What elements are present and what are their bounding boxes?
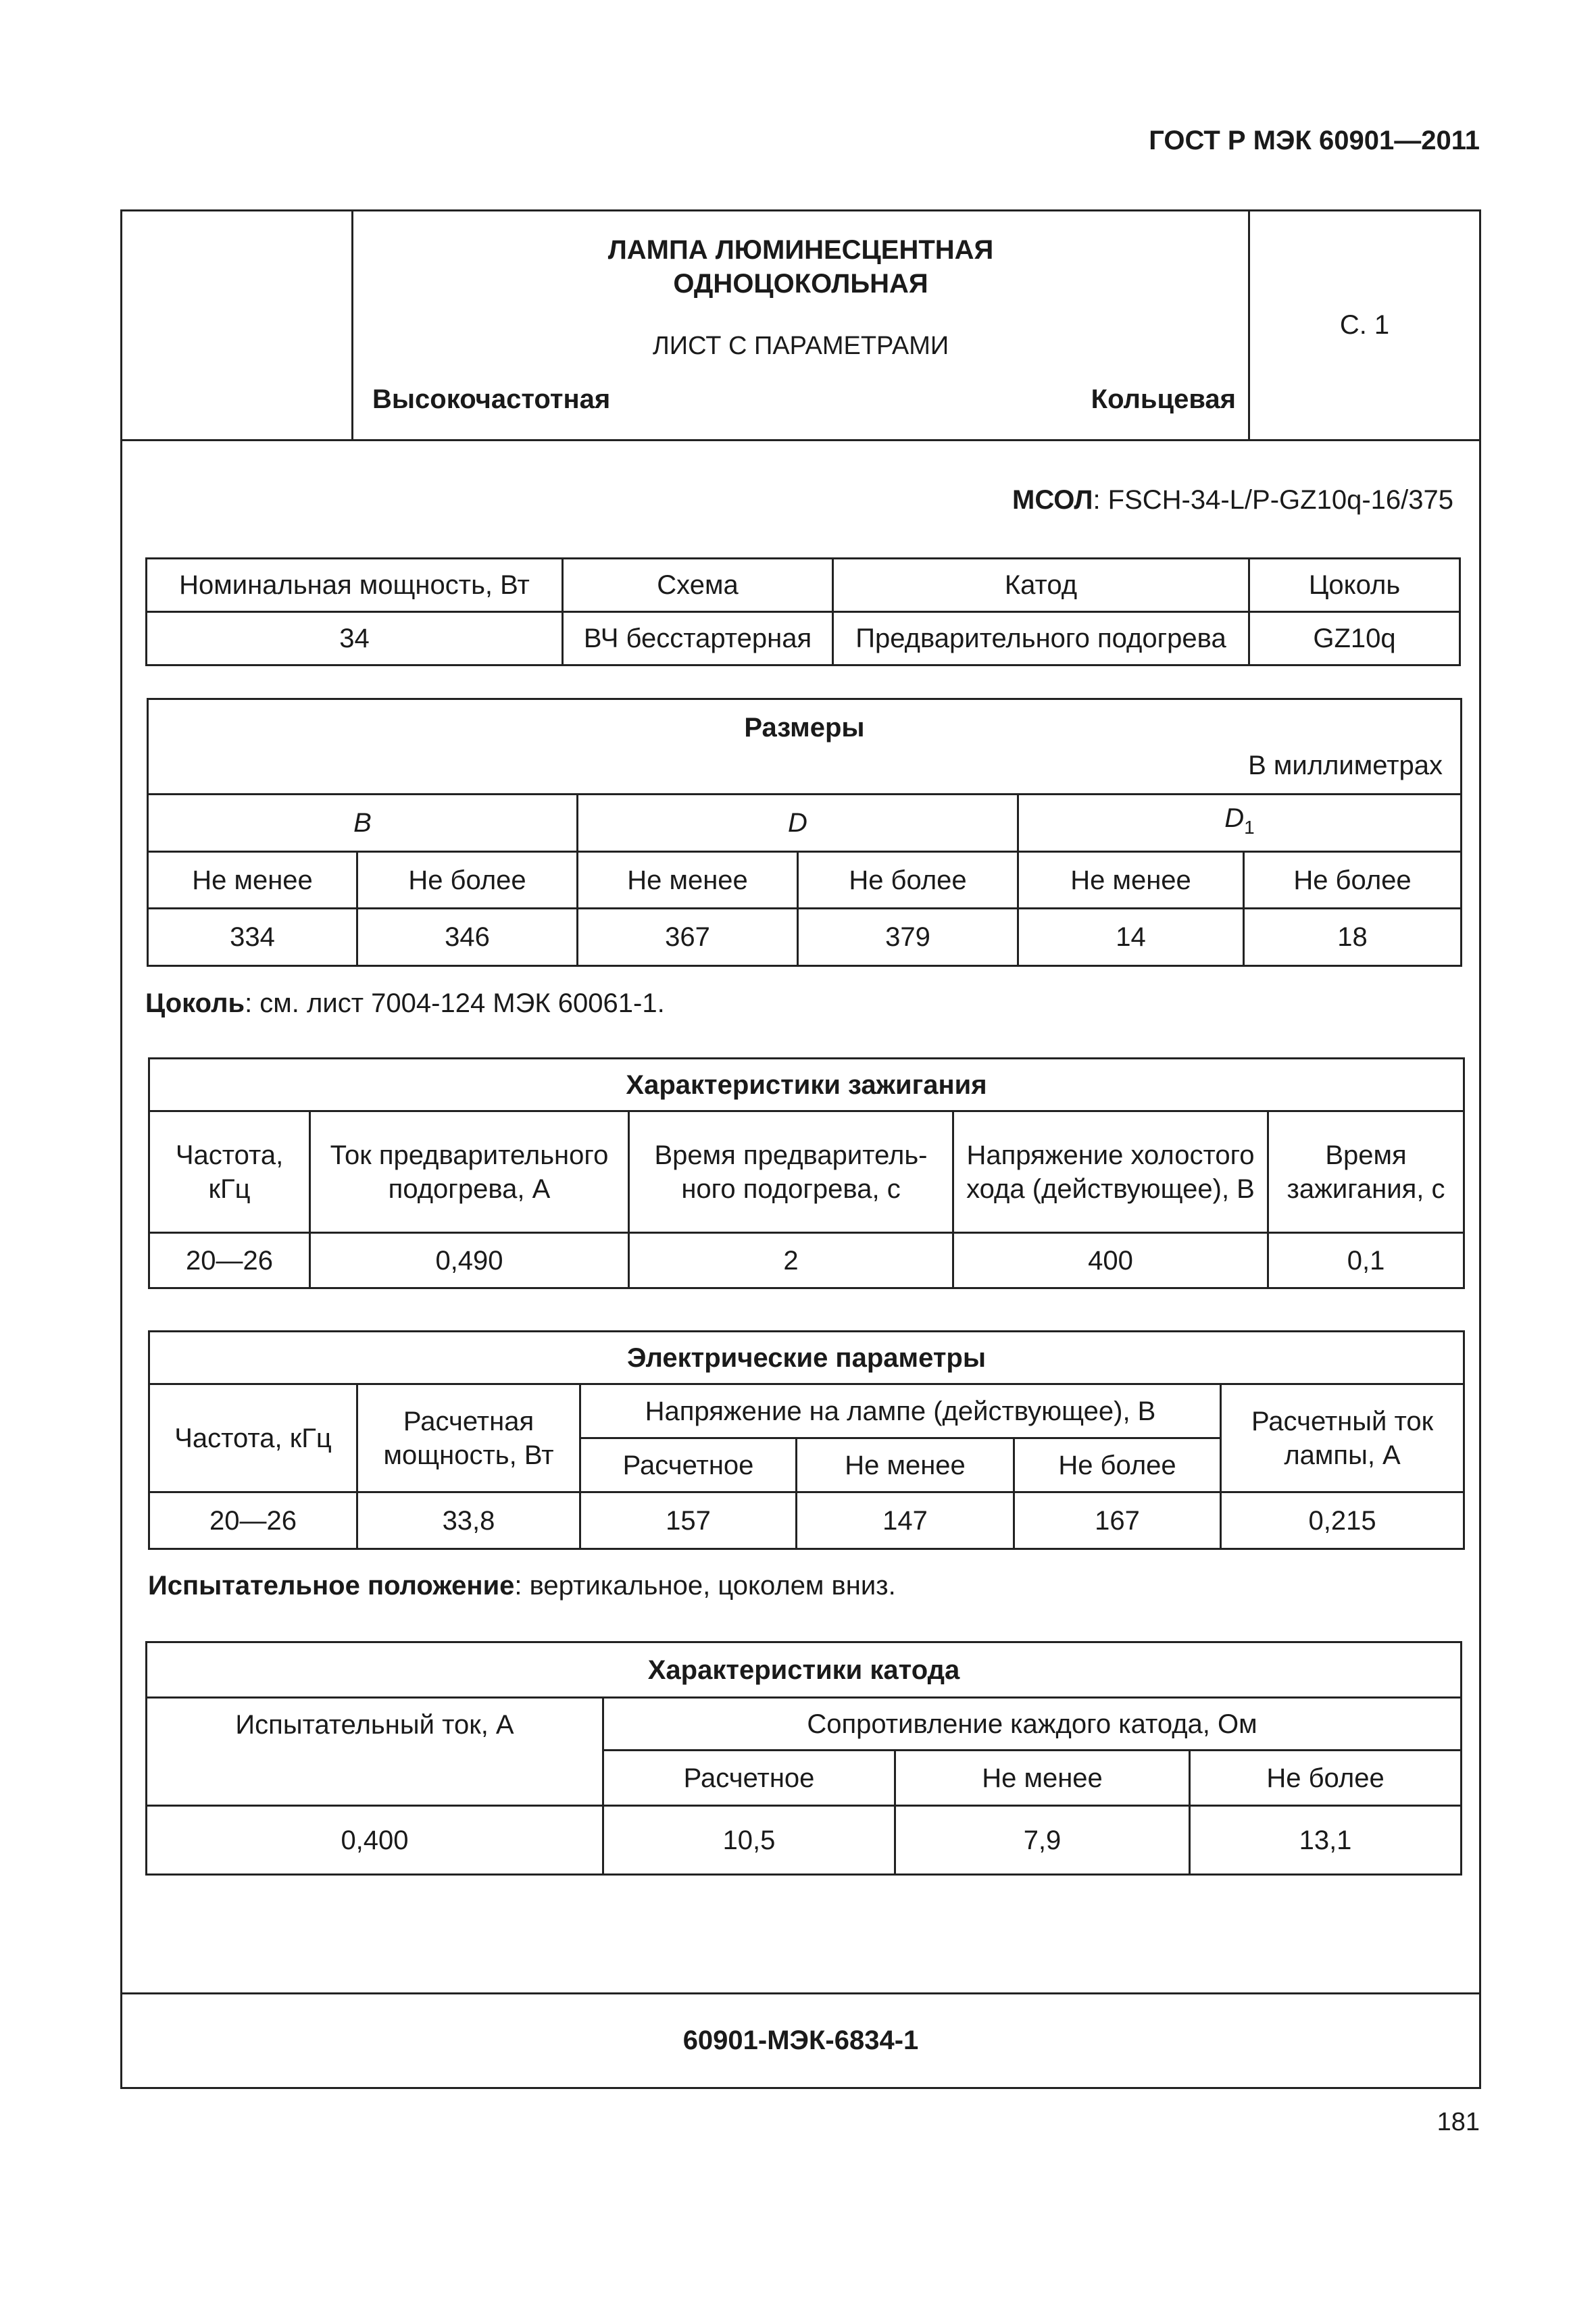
cath-header-resistance: Сопротивление каждого катода, Ом — [603, 1698, 1462, 1751]
header-cap: Цоколь — [1249, 559, 1460, 612]
general-table — [145, 557, 1461, 666]
electrical-title: Электрические параметры — [149, 1332, 1464, 1384]
cathode-title: Характеристики катода — [147, 1642, 1462, 1698]
lamp-type-shape: Кольцевая — [1091, 384, 1236, 414]
el-current: 0,215 — [1221, 1492, 1464, 1549]
header-circuit: Схема — [563, 559, 833, 612]
dim-d1-max: 18 — [1244, 909, 1462, 966]
value-power: 34 — [147, 612, 563, 665]
cath-header-test-current: Испытательный ток, А — [147, 1698, 603, 1806]
ign-ocv: 400 — [953, 1233, 1268, 1288]
dim-d1-min: 14 — [1018, 909, 1244, 966]
value-cap: GZ10q — [1249, 612, 1460, 665]
cath-res-max-label: Не более — [1190, 1751, 1462, 1806]
el-voltage-min-label: Не менее — [797, 1438, 1014, 1492]
cap-note: Цоколь: см. лист 7004-124 МЭК 60061-1. — [145, 988, 665, 1018]
el-voltage-max-label: Не более — [1014, 1438, 1221, 1492]
cathode-table — [145, 1641, 1462, 1876]
ign-preheat-time: 2 — [629, 1233, 953, 1288]
dim-group-b: B — [148, 795, 578, 852]
dim-d-max: 379 — [798, 909, 1018, 966]
header-power: Номинальная мощность, Вт — [147, 559, 563, 612]
dimensions-title: Размеры — [744, 713, 865, 743]
sheet-subtitle: ЛИСТ С ПАРАМЕТРАМИ — [652, 332, 949, 360]
electrical-table — [148, 1330, 1465, 1550]
ignition-table — [148, 1057, 1465, 1289]
header-left-cell — [122, 211, 353, 439]
dim-d1-max-label: Не более — [1244, 851, 1462, 909]
page-number: 181 — [1437, 2108, 1480, 2136]
el-power: 33,8 — [357, 1492, 580, 1549]
dim-group-d: D — [578, 795, 1018, 852]
lamp-type-frequency: Высокочастотная — [372, 384, 611, 414]
ign-header-ign-time: Время зажигания, с — [1268, 1111, 1464, 1233]
ign-freq: 20—26 — [149, 1233, 310, 1288]
dim-d-max-label: Не более — [798, 851, 1018, 909]
dimensions-table — [147, 698, 1462, 967]
cath-res-min-label: Не менее — [895, 1751, 1190, 1806]
dim-d1-min-label: Не менее — [1018, 851, 1244, 909]
cath-res-rated: 10,5 — [603, 1806, 895, 1875]
dim-d-min-label: Не менее — [578, 851, 798, 909]
value-circuit: ВЧ бесстартерная — [563, 612, 833, 665]
dim-d-min: 367 — [578, 909, 798, 966]
el-voltage-max: 167 — [1014, 1492, 1221, 1549]
ign-ign-time: 0,1 — [1268, 1233, 1464, 1288]
el-header-voltage: Напряжение на лампе (действующее), В — [580, 1384, 1221, 1438]
header-title-cell — [353, 211, 1248, 439]
cath-test-current: 0,400 — [147, 1806, 603, 1875]
ign-header-preheat-time: Время предваритель-ного подогрева, с — [629, 1111, 953, 1233]
cath-res-min: 7,9 — [895, 1806, 1190, 1875]
el-voltage-min: 147 — [797, 1492, 1014, 1549]
ignition-title: Характеристики зажигания — [149, 1059, 1464, 1111]
standard-code: ГОСТ Р МЭК 60901—2011 — [1149, 126, 1480, 155]
dim-group-d1: $D_1$ — [1018, 795, 1462, 852]
ign-header-ocv: Напряжение холостого хода (действующее), В — [953, 1111, 1268, 1233]
dimensions-units: В миллиметрах — [1248, 751, 1443, 780]
el-voltage-rated: 157 — [580, 1492, 797, 1549]
msol-code: МСОЛ: FSCH-34-L/P-GZ10q-16/375 — [1012, 485, 1453, 515]
el-freq: 20—26 — [149, 1492, 357, 1549]
el-header-current: Расчетный ток лампы, А — [1221, 1384, 1464, 1492]
dim-b-min: 334 — [148, 909, 357, 966]
sheet-frame — [120, 209, 1481, 2089]
el-voltage-rated-label: Расчетное — [580, 1438, 797, 1492]
sheet-header — [122, 211, 1479, 441]
header-cathode: Катод — [833, 559, 1249, 612]
el-header-power: Расчетная мощность, Вт — [357, 1384, 580, 1492]
dim-b-max-label: Не более — [357, 851, 578, 909]
test-position-note: Испытательное положение: вертикальное, цоколем вниз. — [148, 1571, 896, 1601]
sheet-number: С. 1 — [1248, 211, 1479, 439]
lamp-title: ЛАМПА ЛЮМИНЕСЦЕНТНАЯ ОДНОЦОКОЛЬНАЯ — [607, 235, 994, 299]
cath-res-rated-label: Расчетное — [603, 1751, 895, 1806]
ign-header-freq: Частота, кГц — [149, 1111, 310, 1233]
ign-header-preheat-current: Ток предварительного подогрева, А — [310, 1111, 629, 1233]
dim-b-min-label: Не менее — [148, 851, 357, 909]
dim-b-max: 346 — [357, 909, 578, 966]
el-header-freq: Частота, кГц — [149, 1384, 357, 1492]
sheet-footer-code: 60901-МЭК-6834-1 — [122, 1992, 1479, 2087]
value-cathode: Предварительного подогрева — [833, 612, 1249, 665]
ign-preheat-current: 0,490 — [310, 1233, 629, 1288]
dimensions-title-cell — [148, 699, 1462, 795]
cath-res-max: 13,1 — [1190, 1806, 1462, 1875]
